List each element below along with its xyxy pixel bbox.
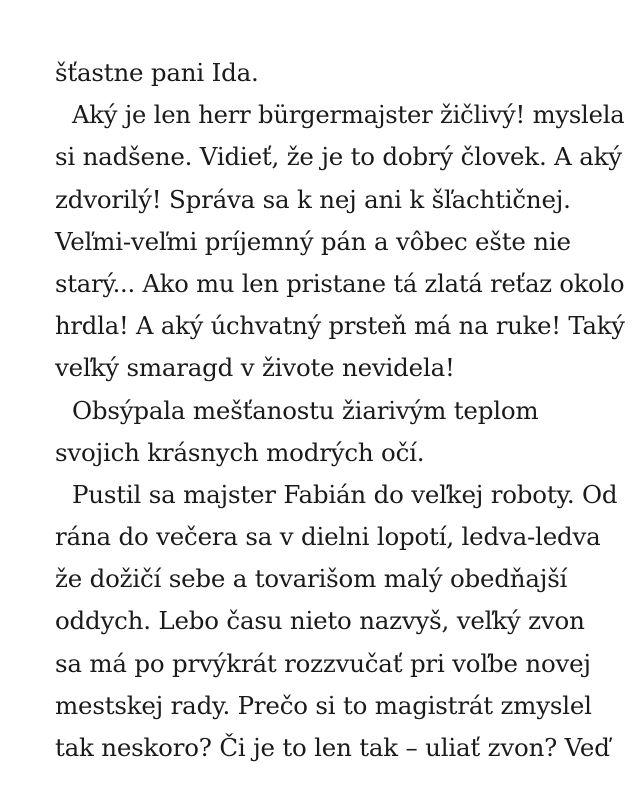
- text-line-14: oddych. Lebo času nieto nazvyš, veľký zvon: [55, 606, 585, 636]
- text-line-9: Obsýpala mešťanostu žiarivým teplom: [72, 395, 539, 425]
- text-line-3: si nadšene. Vidieť, že je to dobrý človek. A aký: [55, 142, 622, 172]
- text-line-4: zdvorilý! Správa sa k nej ani k šľachtičnej.: [55, 184, 571, 214]
- text-line-1: šťastne pani Ida.: [55, 58, 259, 87]
- text-line-10: svojich krásnych modrých očí.: [55, 437, 425, 467]
- text-line-7: hrdla! A aký úchvatný prsteň má na ruke! Taký: [55, 311, 625, 341]
- text-line-8: veľký smaragd v živote nevidela!: [55, 353, 455, 383]
- text-line-2: Aký je len herr bürgermajster žičlivý! myslela: [72, 101, 625, 130]
- text-line-11: Pustil sa majster Fabián do veľkej roboty. Od: [72, 479, 618, 509]
- text-line-5: Veľmi-veľmi príjemný pán a vôbec ešte nie: [55, 226, 571, 256]
- text-line-6: starý... Ako mu len pristane tá zlatá reťaz okolo: [55, 269, 625, 298]
- text-line-15: sa má po prvýkrát rozzvučať pri voľbe novej: [55, 648, 591, 678]
- text-line-17: tak neskoro? Či je to len tak – uliať zvon? Veď: [55, 733, 610, 762]
- body-text: [55, 52, 625, 769]
- text-line-13: že dožičí sebe a tovarišom malý obedňajší: [55, 564, 568, 594]
- text-line-12: rána do večera sa v dielni lopotí, ledva-ledva: [55, 522, 601, 552]
- text-line-16: mestskej rady. Prečo si to magistrát zmyslel: [55, 690, 592, 720]
